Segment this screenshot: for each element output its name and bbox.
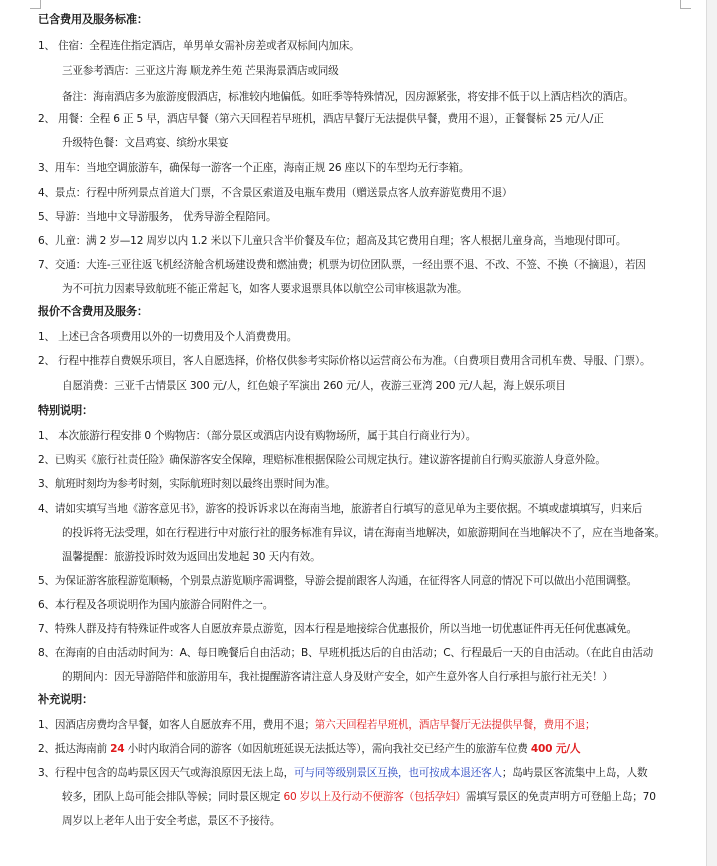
section-heading <box>38 12 148 28</box>
text-run: 升级特色餐：文昌鸡宴、缤纷水果宴 <box>62 137 229 149</box>
page-corner-mark-left <box>30 0 41 9</box>
text-line <box>62 378 566 394</box>
highlighted-text: 24 <box>110 743 125 755</box>
text-line <box>38 209 276 225</box>
text-line <box>38 476 336 492</box>
text-run: 1、因酒店房费均含早餐，如客人自愿放弃不用，费用不退； <box>38 719 315 731</box>
text-run: 备注：海南酒店多为旅游度假酒店，标准较内地偏低。如旺季等特殊情况，因房源紧张，将安排不低于以上酒店档次的酒店。 <box>62 91 634 103</box>
text-line <box>38 501 642 517</box>
text-line <box>38 257 646 273</box>
text-run: 2、 用餐：全程 6 正 5 早，酒店早餐（第六天回程若早班机，酒店早餐厅无法提供早餐，费用不退），正餐餐标 25 元/人/正 <box>38 113 604 125</box>
page-corner-mark-right <box>680 0 691 9</box>
text-line <box>38 645 653 661</box>
text-run: 补充说明： <box>38 693 93 706</box>
text-run: 自愿消费：三亚千古情景区 300 元/人，红色娘子军演出 260 元/人，夜游三亚湾 200 元/人起，海上娱乐项目 <box>62 380 566 392</box>
text-line <box>38 428 476 444</box>
text-line <box>62 525 665 541</box>
text-run: 4、请如实填写当地《游客意见书》，游客的投诉诉求以在海南当地，旅游者自行填写的意见单为主要依据。不填或虚填填写，归来后 <box>38 503 643 515</box>
text-run: 3、行程中包含的岛屿景区因天气或海浪原因无法上岛， <box>38 767 294 779</box>
text-line <box>38 329 297 345</box>
text-run: 温馨提醒：旅游投诉时效为返回出发地起 30 天内有效。 <box>62 551 321 563</box>
text-line <box>38 233 626 249</box>
highlighted-text: 60 岁以上及行动不便游客（包括孕妇） <box>283 791 466 803</box>
text-run: 报价不含费用及服务： <box>38 305 148 318</box>
text-run: 4、景点：行程中所列景点首道大门票，不含景区索道及电瓶车费用（赠送景点客人放弃游览费用不退） <box>38 187 513 199</box>
text-run: 3、用车：当地空调旅游车，确保每一游客一个正座，海南正规 26 座以下的车型均无行李箱。 <box>38 162 470 174</box>
text-line <box>38 185 512 201</box>
text-line <box>62 549 320 565</box>
text-run: 8、在海南的自由活动时间为：A、每日晚餐后自由活动；B、早班机抵达后的自由活动；C、行程最后一天的自由活动。（在此自由活动 <box>38 647 653 659</box>
text-run: 6、儿童：满 2 岁—12 周岁以内 1.2 米以下儿童只含半价餐及车位；超高及其它费用自理；客人根据儿童身高，当地现付即可。 <box>38 235 627 247</box>
text-line <box>62 789 656 805</box>
text-line <box>38 717 595 733</box>
text-run: 5、导游：当地中文导游服务， 优秀导游全程陪同。 <box>38 211 277 223</box>
text-run: 的期间内：因无导游陪伴和旅游用车，我社提醒游客请注意人身及财产安全，如产生意外客人自行承担与旅行社无关！） <box>62 671 613 683</box>
text-line <box>38 452 606 468</box>
text-run: 7、交通：大连-三亚往返飞机经济舱含机场建设费和燃油费；机票为切位团队票，一经出票不退、不改、不签、不换（不摘退），若因 <box>38 259 646 271</box>
text-run: 2、 行程中推荐自费娱乐项目，客人自愿选择，价格仅供参考实际价格以运营商公布为准。（自费项目费用含司机车费、导服、门票）。 <box>38 355 651 367</box>
text-run: 3、航班时刻均为参考时刻，实际航班时刻以最终出票时间为准。 <box>38 478 336 490</box>
section-heading <box>38 304 148 320</box>
text-run: 1、 本次旅游行程安排 0 个购物店：（部分景区或酒店内设有购物场所，属于其自行商业行为）。 <box>38 430 477 442</box>
text-run: 特别说明： <box>38 404 93 417</box>
text-line <box>62 89 634 105</box>
highlighted-text: 可与同等级别景区互换，也可按成本退还客人 <box>294 767 502 779</box>
text-run: 周岁以上老年人出于安全考虑，景区不予接待。 <box>62 815 281 827</box>
text-line <box>38 741 580 757</box>
text-run: 2、抵达海南前 <box>38 743 111 755</box>
text-run: 6、本行程及各项说明作为国内旅游合同附件之一。 <box>38 599 274 611</box>
text-run: ；岛屿景区客流集中上岛，人数 <box>501 767 648 779</box>
text-run: 5、为保证游客旅程游览顺畅，个别景点游览顺序需调整，导游会提前跟客人沟通，在征得客人同意的情况下可以做出小范围调整。 <box>38 575 637 587</box>
text-run: 2、已购买《旅行社责任险》确保游客安全保障，理赔标准根据保险公司规定执行。建议游客提前自行购买旅游人身意外险。 <box>38 454 606 466</box>
text-run: 为不可抗力因素导致航班不能正常起飞，如客人要求退票具体以航空公司审核退款为准。 <box>62 283 468 295</box>
text-run: 1、 上述已含各项费用以外的一切费用及个人消费费用。 <box>38 331 298 343</box>
text-line <box>38 765 647 781</box>
highlighted-text: 400 元/人 <box>530 743 581 755</box>
text-line <box>38 597 273 613</box>
text-run: 1、 住宿：全程连住指定酒店，单男单女需补房差或者双标间内加床。 <box>38 40 360 52</box>
text-run: 已含费用及服务标准： <box>38 13 148 26</box>
text-line <box>62 135 228 151</box>
text-line <box>62 63 339 79</box>
text-line <box>62 813 280 829</box>
text-line <box>38 111 604 127</box>
text-line <box>62 281 467 297</box>
text-run: 的投诉将无法受理，如在行程进行中对旅行社的服务标准有异议，请在海南当地解决，如旅游期间在当地解决不了，应在当地备案。 <box>62 527 665 539</box>
text-line <box>38 621 637 637</box>
section-heading <box>38 403 93 419</box>
text-run: 较多，团队上岛可能会排队等候；同时景区规定 <box>62 791 284 803</box>
text-line <box>38 38 360 54</box>
text-line <box>38 353 650 369</box>
text-run: 7、特殊人群及持有特殊证件或客人自愿放弃景点游览，因本行程是地接综合优惠报价，所以当地一切优惠证件再无任何优惠减免。 <box>38 623 637 635</box>
text-run: 小时内取消合同的游客（如因航班延误无法抵达等），需向我社交已经产生的旅游车位费 <box>124 743 531 755</box>
text-line <box>38 160 469 176</box>
text-line <box>38 573 637 589</box>
section-heading <box>38 692 93 708</box>
text-line <box>62 669 613 685</box>
scrollbar-gutter[interactable] <box>706 0 717 866</box>
text-run: 三亚参考酒店：三亚这片海 顺龙养生苑 芒果海景酒店或同级 <box>62 65 339 77</box>
highlighted-text: 第六天回程若早班机，酒店早餐厅无法提供早餐，费用不退； <box>314 719 596 731</box>
text-run: 需填写景区的免责声明方可登船上岛；70 <box>465 791 656 803</box>
